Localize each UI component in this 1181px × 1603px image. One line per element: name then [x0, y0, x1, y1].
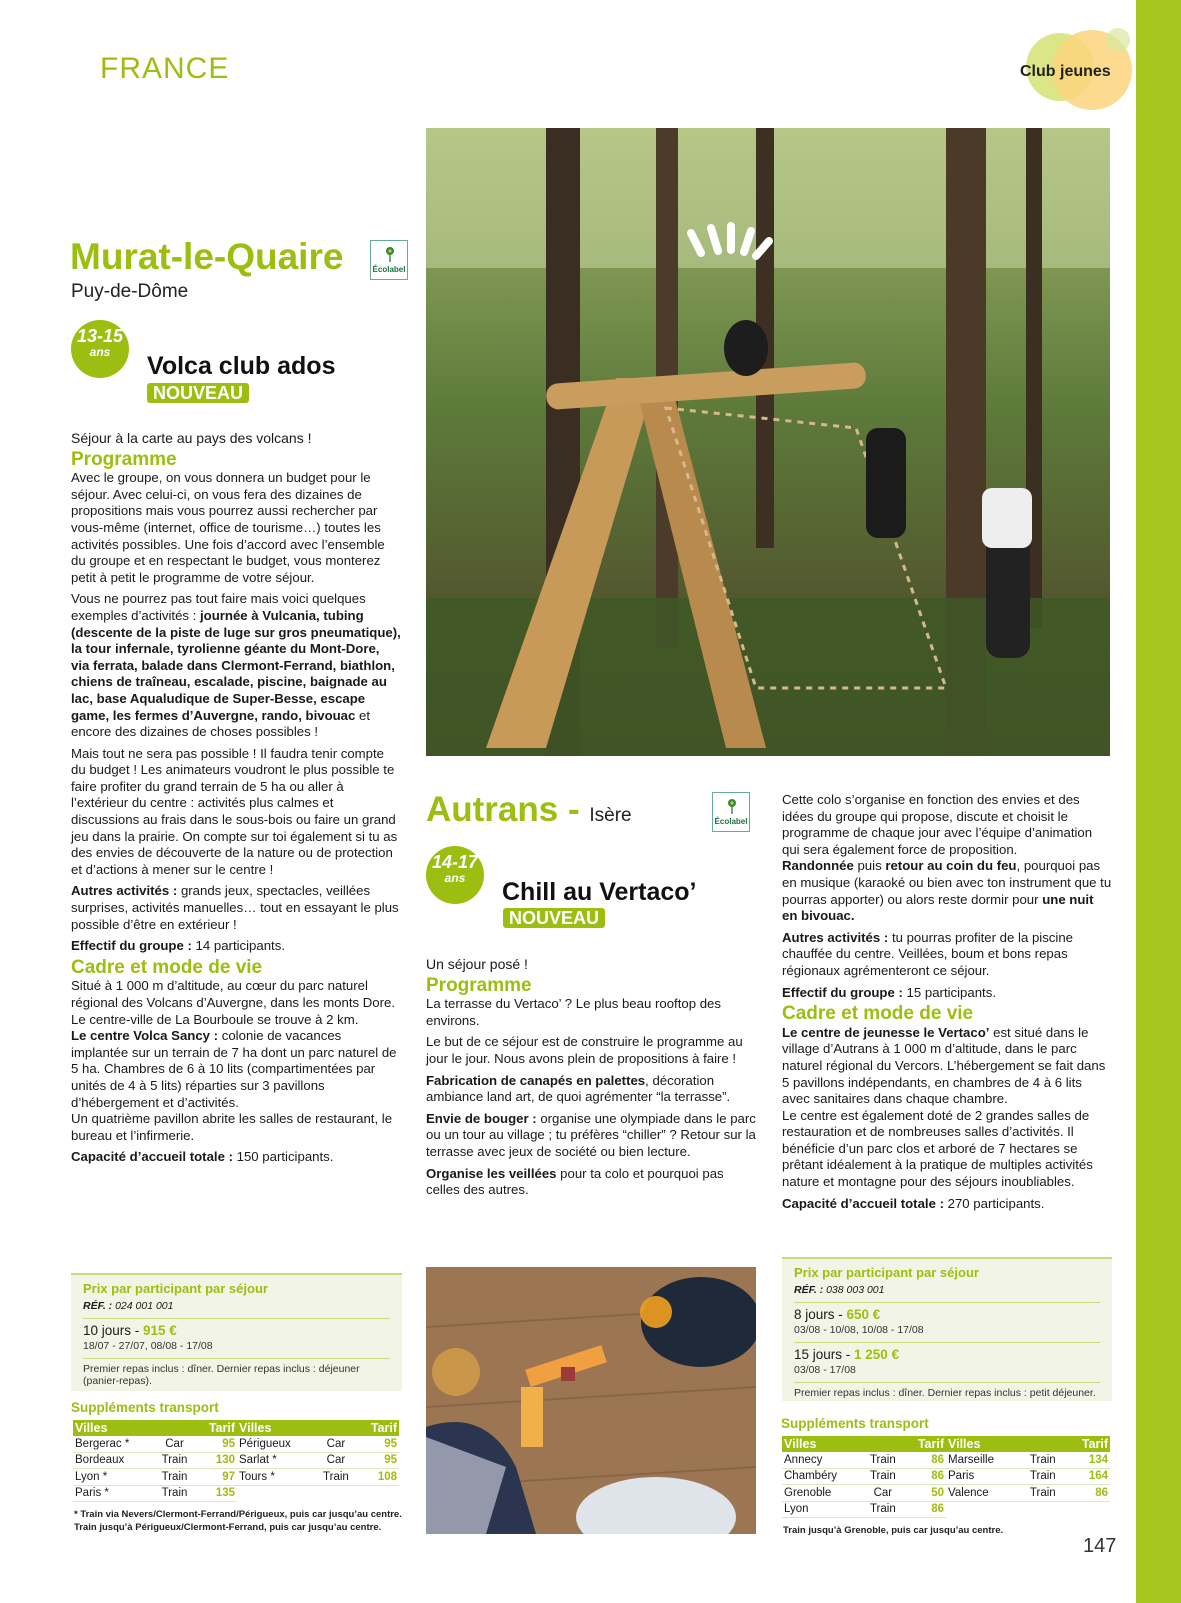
cell-mode: Train	[154, 1469, 195, 1486]
ecolabel-text: Écolabel	[372, 265, 406, 274]
table-row	[946, 1452, 1110, 1468]
cell-price: 86	[904, 1468, 946, 1485]
p2-end: et encore des dizaines de choses possibles !	[71, 707, 371, 740]
cell-city: Bergerac *	[73, 1436, 154, 1452]
autrans-description-right	[782, 792, 1112, 1217]
price: 650 €	[846, 1307, 881, 1322]
capacity	[71, 1149, 401, 1166]
cell-price: 86	[904, 1501, 946, 1518]
cell-city: Grenoble	[782, 1485, 862, 1502]
cell-city: Chambéry	[782, 1468, 862, 1485]
ecolabel-logo	[370, 240, 408, 280]
cell-city: Annecy	[782, 1452, 862, 1468]
age-unit: ans	[89, 345, 111, 359]
transport-table-left	[782, 1436, 946, 1518]
cell-city: Lyon *	[73, 1469, 154, 1486]
cell-mode: Car	[315, 1452, 357, 1469]
cell-city: Marseille	[946, 1452, 1021, 1468]
table-game-photo	[426, 1267, 756, 1534]
price-box-autrans	[782, 1257, 1112, 1401]
col-city: Villes	[782, 1436, 862, 1452]
col-city: Villes	[946, 1436, 1021, 1452]
b3: une nuit en bivouac.	[782, 891, 1094, 924]
intro-text: Séjour à la carte au pays des volcans !	[71, 430, 312, 446]
age-badge-autrans	[426, 846, 484, 904]
p2-activities: journée à Vulcania, tubing (descente de la piste de luge sur gros pneumatique), la tour infernale, tyrolienne géante du Mont-Dore, via ferrata, balade dans Clermont-Ferrand, biathlon, chiens de traîneau, escalade, piscine, baignade au lac, base Aqualudique de Super-Besse, escape game, les fermes d’Auvergne, rando, bivouac	[71, 607, 401, 723]
value: organise une olympiade dans le parc ou un tour au village ; tu préfères “chiller” ? Retour sur la terrasse avec jeux de société ou bien lecture.	[426, 1110, 756, 1159]
page-number: 147	[1083, 1535, 1117, 1557]
table-row	[782, 1452, 946, 1468]
cell-mode: Car	[862, 1485, 904, 1502]
label: Capacité d’accueil totale :	[71, 1149, 237, 1165]
cell-mode: Car	[315, 1436, 357, 1452]
cadre-heading: Cadre et mode de vie	[71, 956, 263, 978]
region-label-autrans: Isère	[589, 805, 632, 826]
duration: 10 jours -	[83, 1323, 144, 1338]
duration: 15 jours -	[794, 1347, 855, 1362]
label: Effectif du groupe :	[71, 938, 196, 954]
label: Fabrication de canapés en palettes	[426, 1072, 646, 1088]
right-paragraph-2	[782, 858, 1112, 924]
duration-option	[83, 1318, 390, 1338]
table-row	[946, 1485, 1110, 1502]
value: pour ta colo et pourquoi pas celles des autres.	[426, 1165, 724, 1198]
t1: puis	[853, 858, 886, 874]
programme-paragraph-1: La terrasse du Vertaco’ ? Le plus beau rooftop des environs.	[426, 996, 721, 1028]
col-city: Villes	[73, 1420, 154, 1436]
forest-rope-course-photo	[426, 128, 1110, 756]
age-range: 13-15	[76, 326, 124, 346]
meal-note: Premier repas inclus : dîner. Dernier repas inclus : petit déjeuner.	[794, 1382, 1100, 1399]
b1: Randonnée	[782, 858, 854, 874]
transport-table-left	[73, 1420, 237, 1502]
group-size	[782, 985, 1112, 1002]
label: Autres activités :	[782, 929, 892, 945]
cell-mode: Train	[1021, 1452, 1065, 1468]
value: est situé dans le village d’Autrans à 1 000 m d’altitude, dans le parc naturel régional du Vercors. L’hébergement se fait dans 5 pavillons indépendants, en chambres de 4 à 6 lits avec sanitaires dans chaque chambre.	[782, 1024, 1106, 1107]
table-row	[237, 1436, 399, 1452]
table-row	[782, 1485, 946, 1502]
label: Capacité d’accueil totale :	[782, 1195, 948, 1211]
label: Effectif du groupe :	[782, 984, 907, 1000]
cell-city: Périgueux	[237, 1436, 315, 1452]
transport-footnote: Train jusqu’à Grenoble, puis car jusqu’au centre.	[783, 1525, 1004, 1536]
label: Le centre Volca Sancy :	[71, 1028, 222, 1044]
footnote-1: * Train via Nevers/Clermont-Ferrand/Périgueux, puis car jusqu’au centre.	[74, 1509, 402, 1520]
price-heading: Prix par participant par séjour	[794, 1265, 979, 1280]
programme-paragraph-5	[426, 1166, 756, 1199]
cell-price: 135	[195, 1485, 237, 1502]
programme-paragraph-3: Mais tout ne sera pas possible ! Il faudra tenir compte du budget ! Les animateurs voudront le plus possible te faire profiter du grand terrain de 5 ha ou aller à l’extérieur du centre : activités plus calmes et discussions au frais dans le sous-bois ou faire un grand jeu dans la prairie. On compte sur toi également si tu as des envies de découverte de la nature ou de protection et d’actions à mener sur le centre !	[71, 745, 398, 877]
group-size	[71, 938, 401, 955]
cell-price: 86	[1065, 1485, 1110, 1502]
stay-title-autrans: Chill au Vertaco’	[502, 878, 697, 906]
cell-city: Sarlat *	[237, 1452, 315, 1469]
cell-price: 95	[357, 1452, 399, 1469]
ref-value: 038 003 001	[826, 1284, 885, 1296]
cell-city: Tours *	[237, 1469, 315, 1486]
table-row	[782, 1501, 946, 1518]
transport-footnotes	[74, 1508, 414, 1534]
price: 1 250 €	[854, 1347, 900, 1362]
other-activities	[71, 883, 401, 933]
col-rate: Tarif	[195, 1420, 237, 1436]
programme-paragraph-4	[426, 1111, 756, 1161]
page-side-band	[1136, 0, 1181, 1603]
programme-paragraph-3	[426, 1073, 756, 1106]
programme-heading: Programme	[426, 974, 532, 996]
autrans-description-left	[426, 956, 756, 1204]
col-city: Villes	[237, 1420, 315, 1436]
session-dates: 03/08 - 17/08	[794, 1364, 856, 1376]
value: , décoration ambiance land art, de quoi agrémenter “la terrasse”.	[426, 1072, 731, 1105]
value: 270 participants.	[947, 1195, 1045, 1211]
intro-text: Un séjour posé !	[426, 956, 528, 972]
cadre-paragraph-2: Le centre est également doté de 2 grandes salles de restauration et de nombreuses salles d’activités. Il bénéficie d’un parc clos et arboré de 7 hectares se prêtant idéalement à la pratique de multiples activités nature et montagne pour des séjours inoubliables.	[782, 1107, 1093, 1190]
age-unit: ans	[444, 871, 466, 885]
club-label: Club jeunes	[1020, 63, 1111, 80]
value: 15 participants.	[906, 984, 996, 1000]
table-row	[73, 1469, 237, 1486]
capacity	[782, 1196, 1112, 1213]
murat-description	[71, 430, 401, 1171]
cell-mode: Train	[862, 1452, 904, 1468]
footnote-2: Train jusqu’à Périgueux/Clermont-Ferrand, puis car jusqu’au centre.	[74, 1522, 382, 1533]
label: Autres activités :	[71, 883, 181, 899]
cell-city: Paris	[946, 1468, 1021, 1485]
destination-title-autrans: Autrans -	[426, 790, 590, 829]
cell-price: 108	[357, 1469, 399, 1486]
cell-city: Valence	[946, 1485, 1021, 1502]
ecolabel-logo	[712, 792, 750, 832]
cadre-paragraph-3: Un quatrième pavillon abrite les salles de restaurant, le bureau et l’infirmerie.	[71, 1111, 393, 1143]
cell-price: 95	[357, 1436, 399, 1452]
duration-option	[794, 1342, 1100, 1362]
cell-mode: Car	[154, 1436, 195, 1452]
programme-paragraph-1: Avec le groupe, on vous donnera un budget pour le séjour. Avec celui-ci, on vous fera des dizaines de propositions mais vous pourrez aussi rechercher par vous-même (internet, office de tourisme…) toutes les activités possibles. Une fois d’accord avec l’ensemble du groupe et en respectant le budget, vous monterez petit à petit le programme de votre séjour.	[71, 470, 385, 585]
label: Envie de bouger :	[426, 1110, 541, 1126]
cell-price: 164	[1065, 1468, 1110, 1485]
duration-option	[794, 1302, 1100, 1322]
flower-icon	[382, 245, 398, 263]
session-dates: 03/08 - 10/08, 10/08 - 17/08	[794, 1324, 924, 1336]
cell-price: 134	[1065, 1452, 1110, 1468]
transport-heading: Suppléments transport	[71, 1400, 219, 1415]
value: 150 participants.	[236, 1149, 334, 1165]
session-dates: 18/07 - 27/07, 08/08 - 17/08	[83, 1340, 213, 1352]
p2-intro: Vous ne pourrez pas tout faire mais voici quelques exemples d’activités :	[71, 591, 366, 623]
cell-mode: Train	[315, 1469, 357, 1486]
cell-mode: Train	[862, 1468, 904, 1485]
cadre-heading: Cadre et mode de vie	[782, 1003, 974, 1025]
programme-paragraph-2	[71, 591, 401, 740]
transport-table-right	[237, 1420, 399, 1486]
table-row	[73, 1436, 237, 1452]
programme-paragraph-2: Le but de ce séjour est de construire le programme au jour le jour. Nous avons plein de propositions à faire !	[426, 1034, 743, 1066]
cell-mode: Train	[862, 1501, 904, 1518]
price-box-murat	[71, 1273, 402, 1391]
country-heading: FRANCE	[100, 52, 230, 85]
t2: , pourquoi pas en musique (karaoké ou bien avec ton instrument que tu pourras apporter) ou alors reste dormir pour	[782, 858, 1112, 907]
price: 915 €	[143, 1323, 177, 1338]
cadre-paragraph-2	[71, 1028, 401, 1111]
cell-mode: Train	[154, 1452, 195, 1469]
col-rate: Tarif	[1065, 1436, 1110, 1452]
cell-mode: Train	[154, 1485, 195, 1502]
flower-icon	[724, 797, 740, 815]
new-badge: NOUVEAU	[147, 383, 249, 403]
cadre-paragraph-1: Situé à 1 000 m d’altitude, au cœur du parc naturel régional des Volcans d’Auvergne, dans les monts Dore. Le centre-ville de La Bourboule se trouve à 2 km.	[71, 978, 396, 1027]
cell-price: 95	[195, 1436, 237, 1452]
cell-price: 130	[195, 1452, 237, 1469]
table-row	[73, 1452, 237, 1469]
region-label-murat: Puy-de-Dôme	[71, 281, 189, 302]
table-row	[237, 1469, 399, 1486]
table-row	[73, 1485, 237, 1502]
meal-note: Premier repas inclus : dîner. Dernier repas inclus : déjeuner (panier-repas).	[83, 1358, 390, 1387]
value: colonie de vacances implantée sur un terrain de 7 ha dont un parc naturel de 5 ha. Chambres de 6 à 10 lits (compartimentées par unités de 4 à 5 lits) réparties sur 3 pavillons d’hébergement et d’activités.	[71, 1028, 397, 1110]
right-paragraph-1: Cette colo s’organise en fonction des envies et des idées du groupe qui propose, discute et choisit le programme de chaque jour avec l’équipe d’animation qui sera également force de proposition.	[782, 792, 1093, 857]
programme-heading: Programme	[71, 448, 177, 470]
stay-title-murat: Volca club ados	[147, 352, 336, 380]
duration: 8 jours -	[794, 1307, 847, 1322]
cell-mode: Train	[1021, 1468, 1065, 1485]
other-activities	[782, 930, 1112, 980]
table-row	[946, 1468, 1110, 1485]
transport-table-right	[946, 1436, 1110, 1502]
value: grands jeux, spectacles, veillées surprises, activités manuelles… tout en essayant le plus possible d’être en extérieur !	[71, 883, 399, 932]
b2: retour au coin du feu	[885, 858, 1017, 874]
cell-city: Lyon	[782, 1501, 862, 1518]
cell-city: Bordeaux	[73, 1452, 154, 1469]
transport-heading: Suppléments transport	[781, 1416, 929, 1431]
label: Le centre de jeunesse le Vertaco’	[782, 1024, 990, 1040]
ref-label: RÉF. :	[794, 1284, 827, 1296]
destination-title-murat: Murat-le-Quaire	[70, 236, 344, 277]
ecolabel-text: Écolabel	[714, 817, 748, 826]
new-badge: NOUVEAU	[503, 908, 605, 928]
value: 14 participants.	[195, 938, 285, 954]
ref-label: RÉF. :	[83, 1300, 116, 1312]
col-rate: Tarif	[357, 1420, 399, 1436]
table-row	[782, 1468, 946, 1485]
destination-heading-autrans	[426, 790, 632, 830]
cell-price: 86	[904, 1452, 946, 1468]
age-badge-murat	[71, 320, 129, 378]
ref-value: 024 001 001	[115, 1300, 174, 1312]
price-heading: Prix par participant par séjour	[83, 1281, 268, 1296]
value: tu pourras profiter de la piscine chauffée du centre. Veillées, boum et bons repas régionaux agrémenteront ce séjour.	[782, 929, 1073, 978]
cell-price: 50	[904, 1485, 946, 1502]
label: Organise les veillées	[426, 1165, 557, 1181]
col-rate: Tarif	[904, 1436, 946, 1452]
cell-price: 97	[195, 1469, 237, 1486]
cell-mode: Train	[1021, 1485, 1065, 1502]
table-row	[237, 1452, 399, 1469]
cadre-paragraph-1	[782, 1025, 1112, 1108]
cell-city: Paris *	[73, 1485, 154, 1502]
age-range: 14-17	[431, 852, 479, 872]
